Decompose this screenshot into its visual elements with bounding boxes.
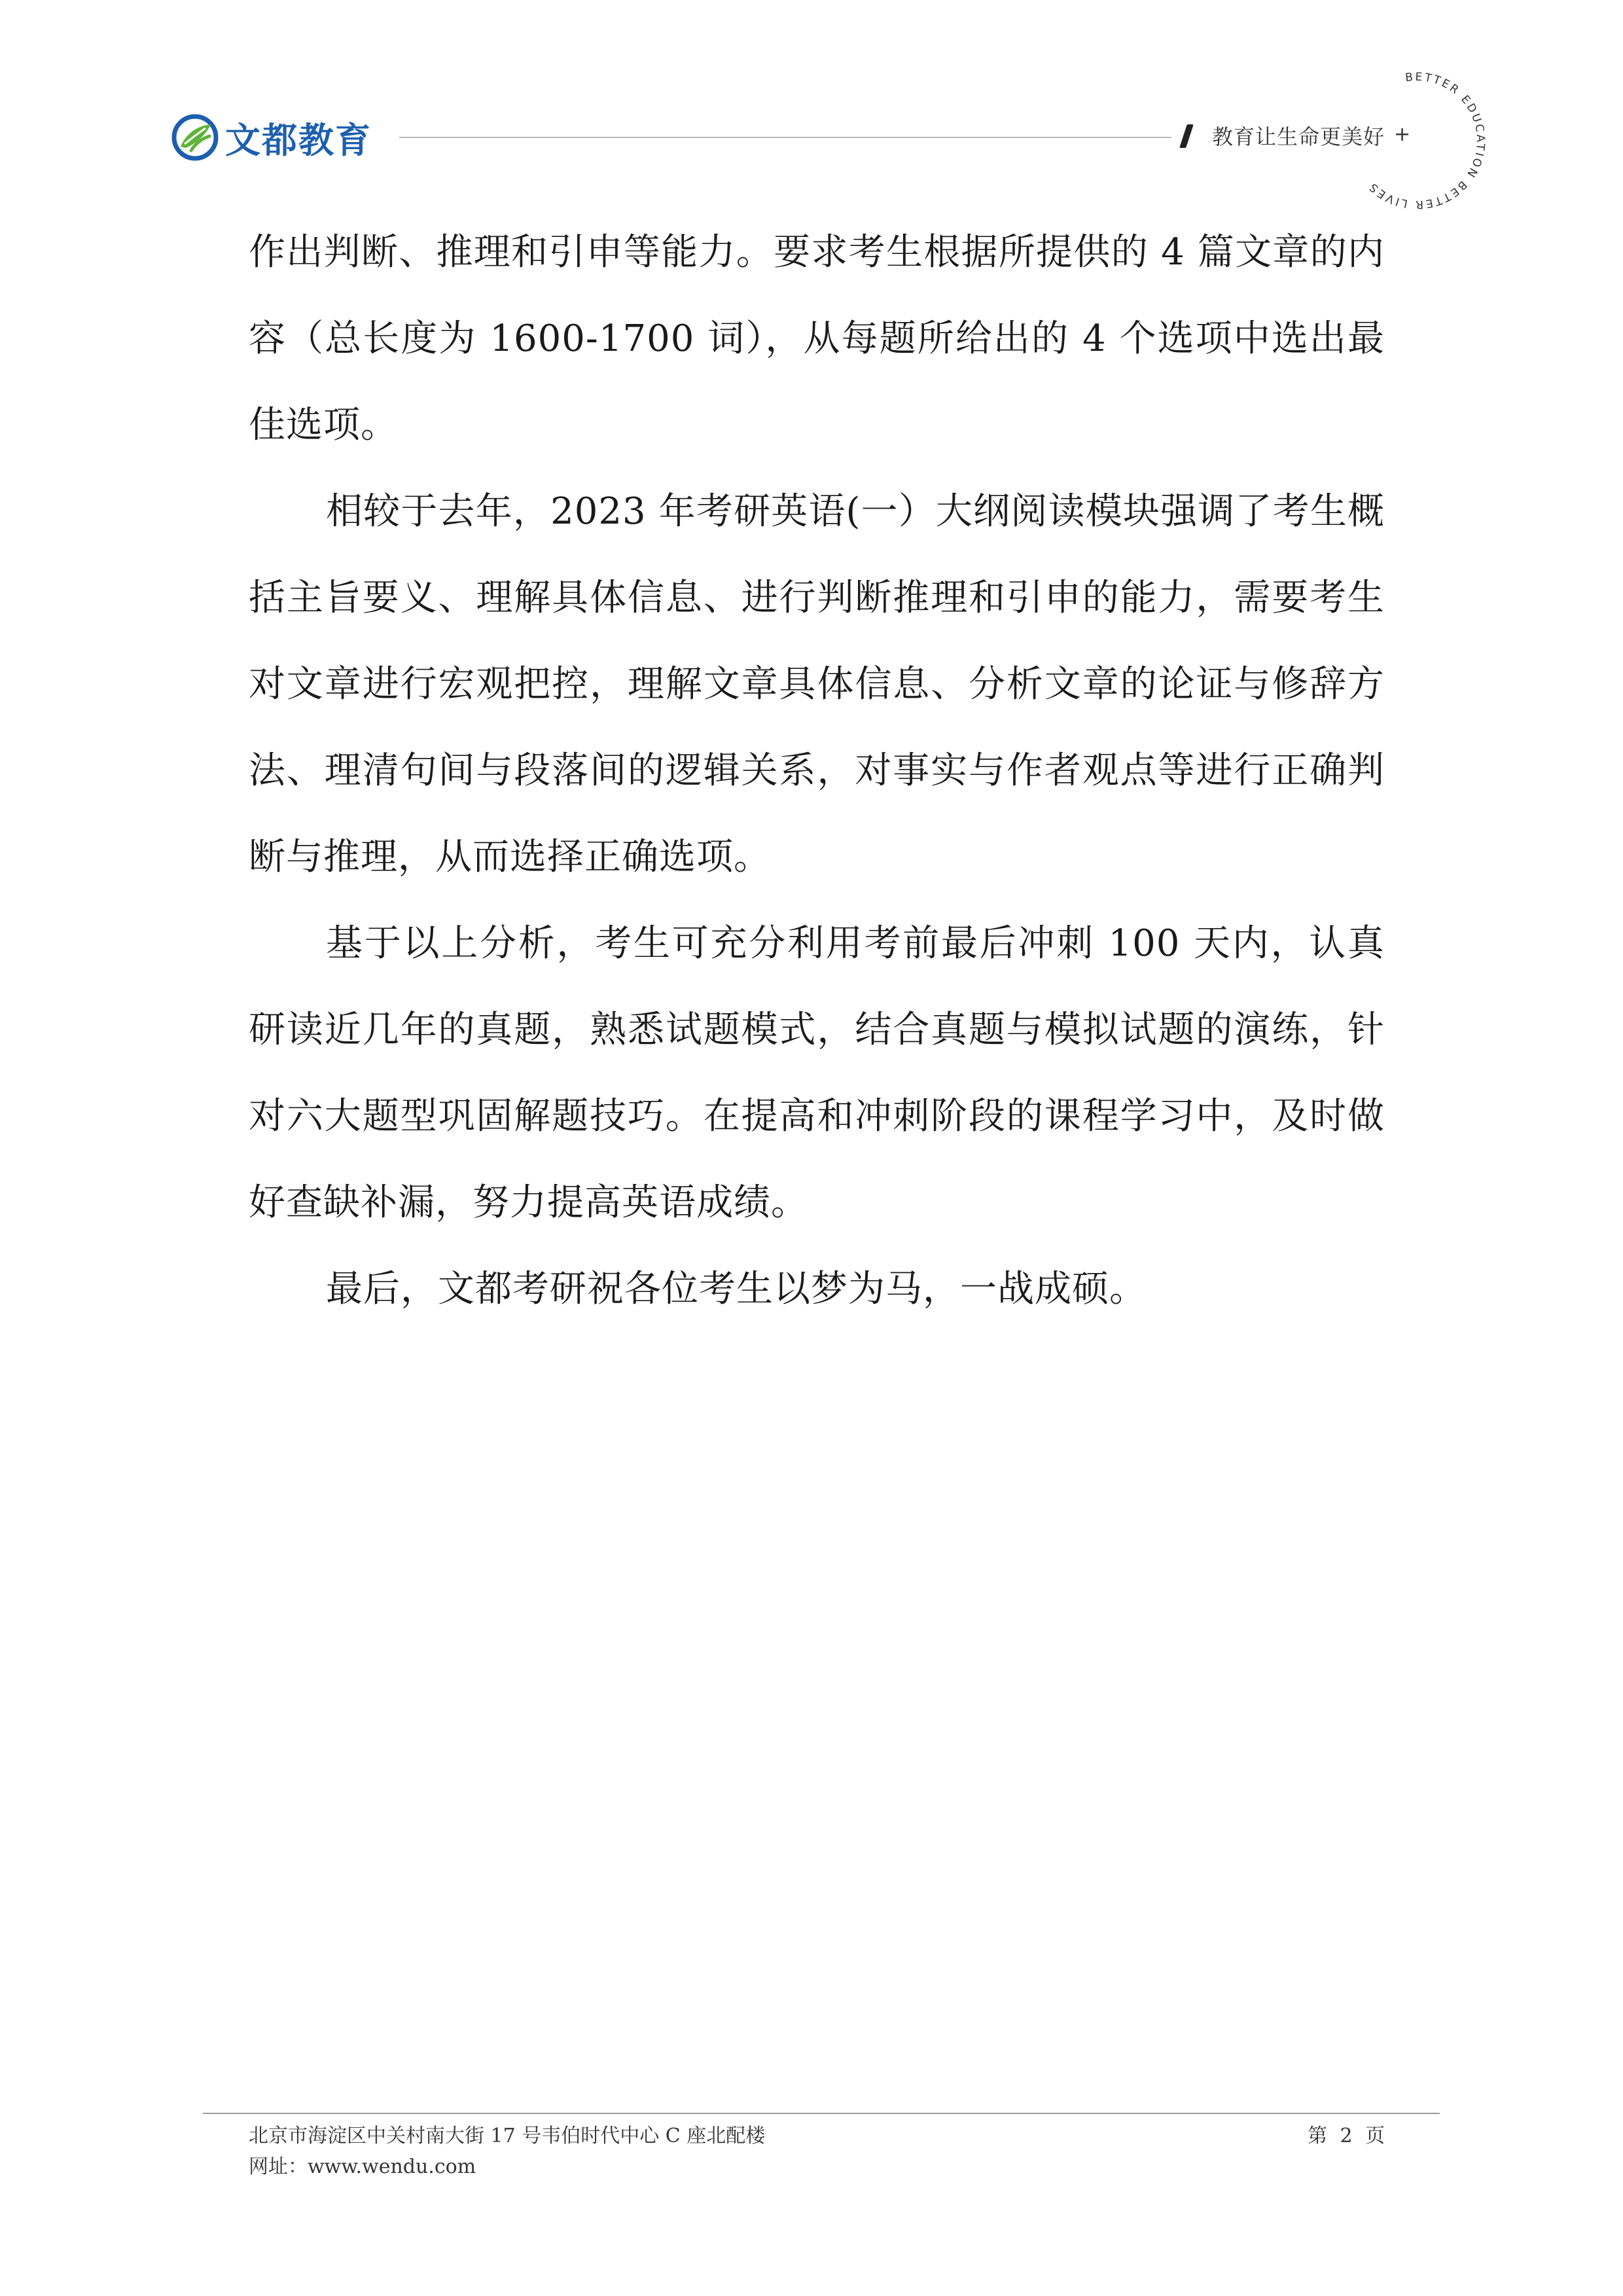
better-education-circle-emblem	[1342, 65, 1492, 216]
circle-emblem-text: BETTER EDUCATION BETTER LIVES	[1365, 70, 1488, 211]
page-header	[0, 0, 1623, 211]
document-body	[249, 209, 1385, 1333]
footer-divider	[203, 2113, 1440, 2114]
footer-address: 北京市海淀区中关村南大街 17 号韦伯时代中心 C 座北配楼	[249, 2125, 766, 2147]
paragraph-advice: 基于以上分析，考生可充分利用考前最后冲刺 100 天内，认真研读近几年的真题，熟悉试题模式，结合真题与模拟试题的演练，针对六大题型巩固解题技巧。在提高和冲刺阶段的课程学习中，及时做好查缺补漏，努力提高英语成绩。	[249, 922, 1385, 1224]
header-slogan: 教育让生命更美好	[1212, 124, 1385, 149]
header-divider	[399, 137, 1171, 138]
page-number: 第 2 页	[1308, 2125, 1385, 2147]
slash-mark-icon	[1179, 124, 1194, 148]
paragraph-continuation: 作出判断、推理和引申等能力。要求考生根据所提供的 4 篇文章的内容（总长度为 1600-1700 词），从每题所给出的 4 个选项中选出最佳选项。	[249, 231, 1385, 446]
logo-text: 文都教育	[225, 119, 372, 161]
paragraph-closing: 最后，文都考研祝各位考生以梦为马，一战成硕。	[326, 1268, 1147, 1310]
wendu-leaf-logo-icon	[171, 114, 219, 161]
paragraph-comparison: 相较于去年，2023 年考研英语(一）大纲阅读模块强调了考生概括主旨要义、理解具体信息、进行判断推理和引申的能力，需要考生对文章进行宏观把控，理解文章具体信息、分析文章的论证与修辞方法、理清句间与段落间的逻辑关系，对事实与作者观点等进行正确判断与推理，从而选择正确选项。	[249, 490, 1385, 878]
plus-mark-icon: +	[1394, 123, 1411, 146]
footer-website: 网址：www.wendu.com	[249, 2155, 476, 2178]
svg-text:BETTER EDUCATION BETTER LIVES	[1366, 71, 1487, 211]
wendu-logo	[171, 111, 387, 164]
